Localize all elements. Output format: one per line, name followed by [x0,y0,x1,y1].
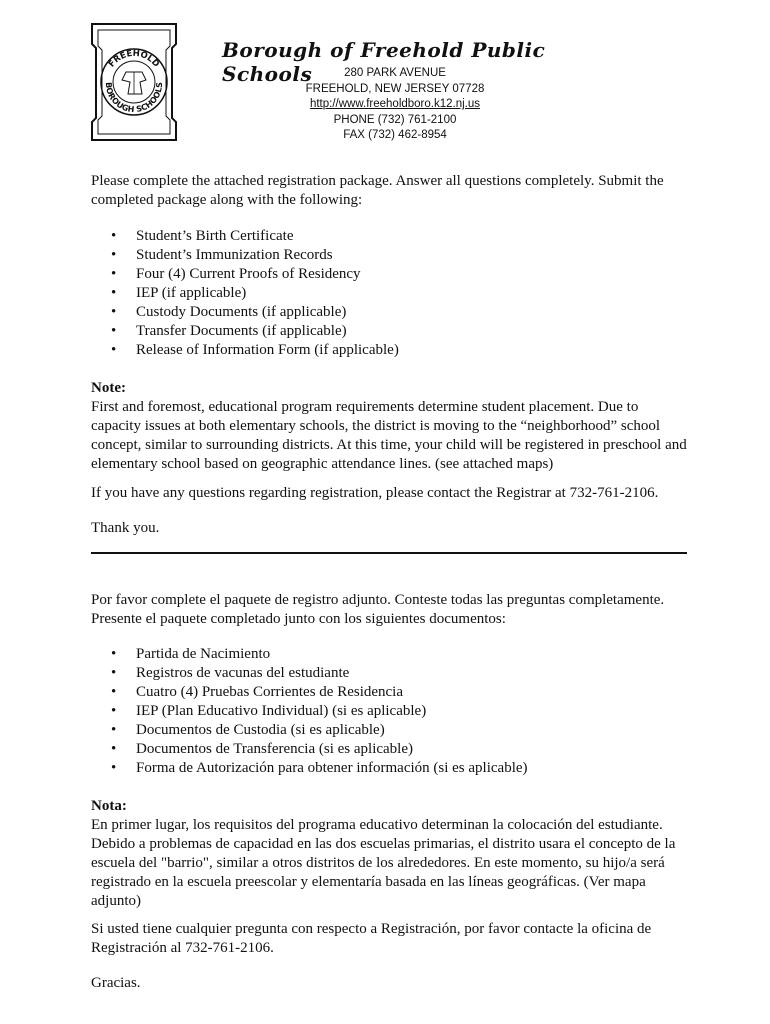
note-heading: Nota: [91,798,127,814]
list-item: • IEP (Plan Educativo Individual) (si es aplicable) [136,702,691,721]
list-item: • IEP (if applicable) [136,284,691,303]
website-link[interactable]: http://www.freeholdboro.k12.nj.us [309,98,481,110]
phone-number: PHONE (732) 761-2100 [333,113,457,126]
english-contact: If you have any questions regarding registration, please contact the Registrar at 732-761-2106. [91,485,659,501]
street-address: 280 PARK AVENUE [344,67,446,79]
list-item: • Partida de Nacimiento [136,645,691,664]
list-item: • Four (4) Current Proofs of Residency [136,265,691,284]
english-intro: Please complete the attached registration package. Answer all questions completely. Submit the completed package along with the following: [91,173,664,208]
list-item: • Custody Documents (if applicable) [136,303,691,322]
section-divider [91,552,687,554]
note-text: En primer lugar, los requisitos del programa educativo determinan la colocación del estudiante. Debido a problemas de capacidad en las dos escuelas primarias, el distrito usara el concepto de la escuela del "barrio", similar a otros distritos de los alrededores. En este momento, su hijo/a será registrado en la escuela preescolar y elementaría basada en las líneas geográficas. (Ver mapa adjunto) [91,817,676,909]
english-note [91,379,691,474]
city-address: FREEHOLD, NEW JERSEY 07728 [305,82,485,95]
spanish-checklist [91,645,691,778]
list-item: • Student’s Birth Certificate [136,227,691,246]
address-block [300,66,490,144]
note-heading: Note: [91,380,126,396]
list-item: • Documentos de Custodia (si es aplicable) [136,721,691,740]
spanish-note [91,797,691,911]
svg-text:FREEHOLD: FREEHOLD [106,48,162,70]
page-title: Borough of Freehold Public Schools [222,38,546,86]
spanish-thanks: Gracias. [91,975,141,991]
list-item: • Release of Information Form (if applicable) [136,341,691,360]
note-text: First and foremost, educational program requirements determine student placement. Due to capacity issues at both elementary schools, the district is moving to the “neighborhood” school concept, similar to surrounding districts. At this time, your child will be registered in preschool and elementary school based on geographic attendance lines. (see attached maps) [91,399,687,472]
fax-number: FAX (732) 462-8954 [343,129,447,141]
list-item: • Student’s Immunization Records [136,246,691,265]
list-item: • Cuatro (4) Pruebas Corrientes de Residencia [136,683,691,702]
school-seal-logo [86,22,182,142]
list-item: • Forma de Autorización para obtener información (si es aplicable) [136,759,691,778]
english-checklist [91,227,691,360]
list-item: • Registros de vacunas del estudiante [136,664,691,683]
english-thanks: Thank you. [91,520,160,536]
list-item: • Transfer Documents (if applicable) [136,322,691,341]
spanish-intro: Por favor complete el paquete de registro adjunto. Conteste todas las preguntas completamente. Presente el paquete completado junto con los siguientes documentos: [91,592,665,627]
list-item: • Documentos de Transferencia (si es aplicable) [136,740,691,759]
spanish-contact: Si usted tiene cualquier pregunta con respecto a Registración, por favor contacte la oficina de Registración al 732-761-2106. [91,921,652,956]
svg-text:BOROUGH SCHOOLS: BOROUGH SCHOOLS [103,81,165,115]
